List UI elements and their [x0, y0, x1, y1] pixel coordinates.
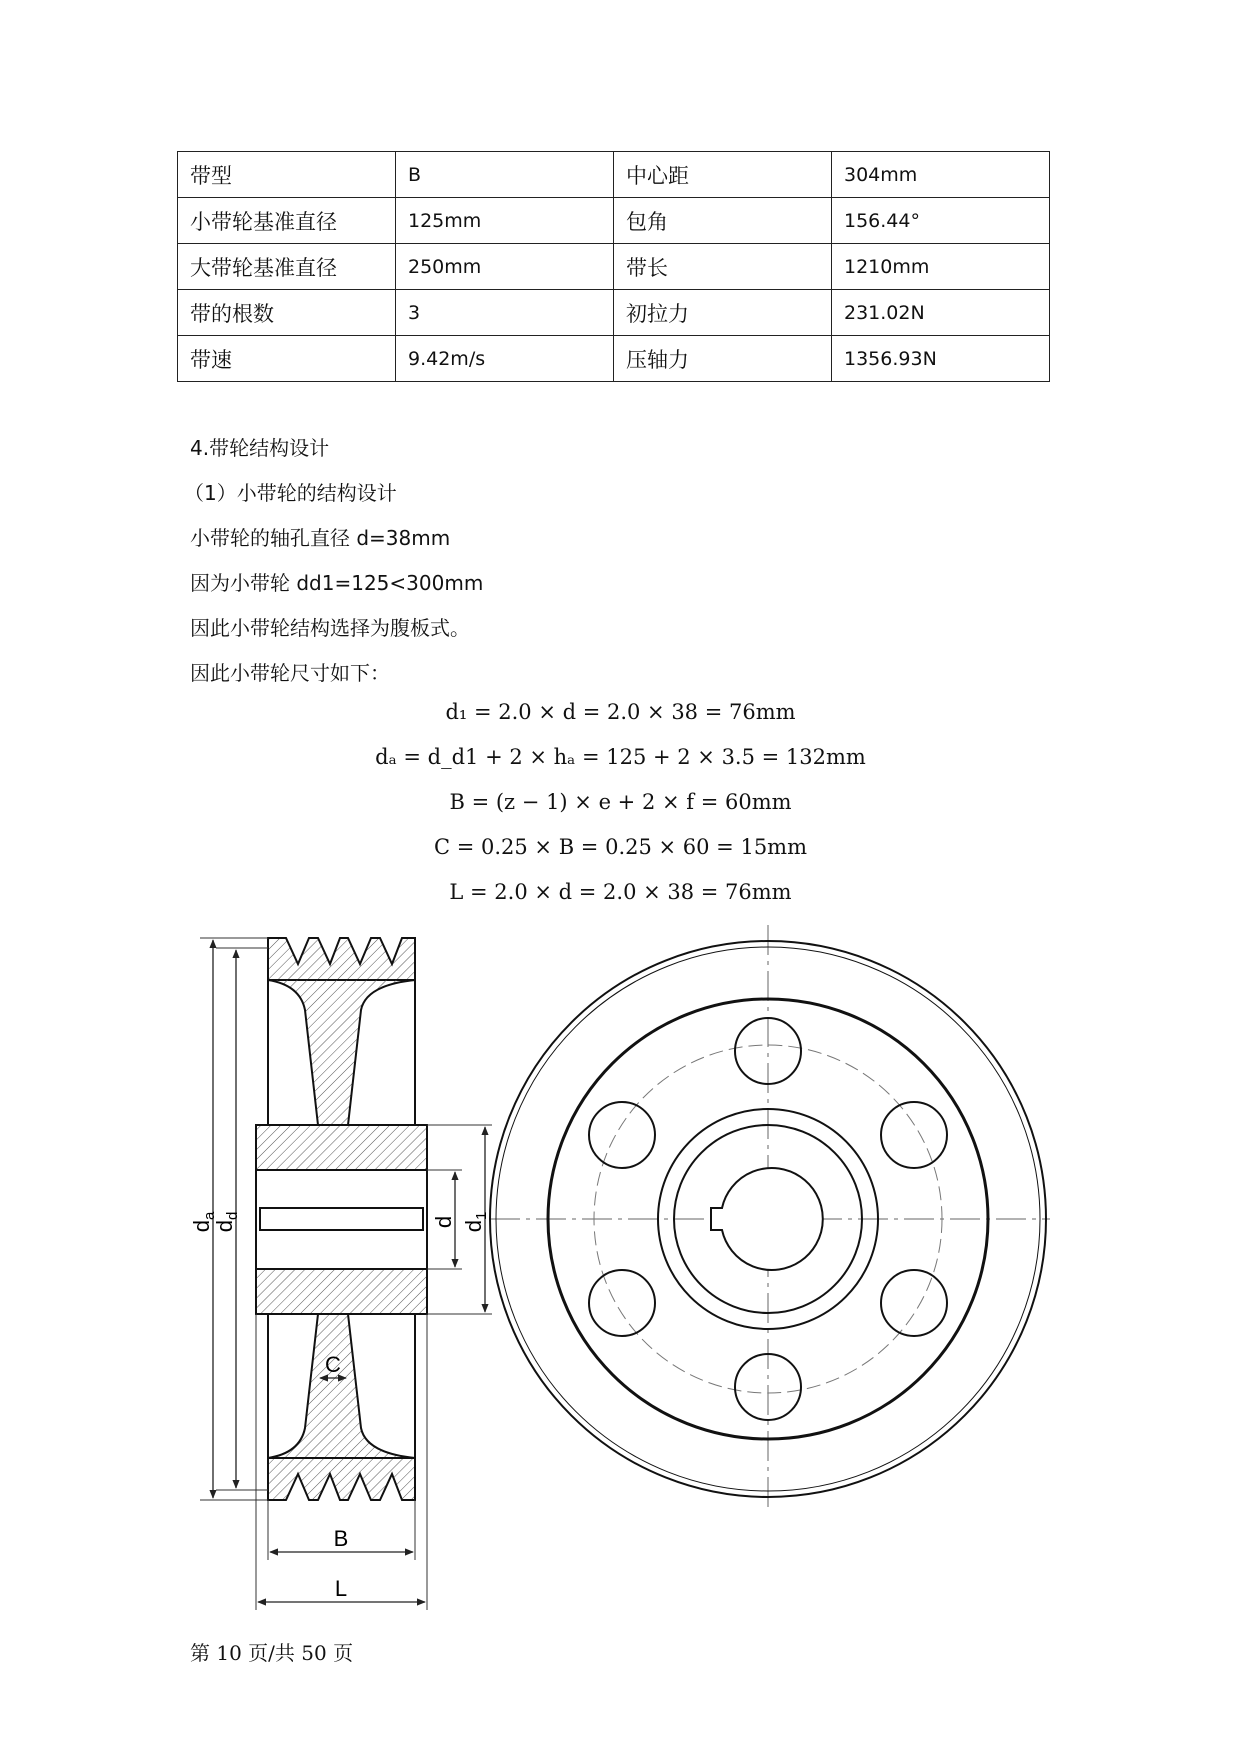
- body-line: 因此小带轮结构选择为腹板式。: [190, 616, 470, 640]
- table-cell: 小带轮基准直径: [178, 198, 396, 244]
- table-cell: 压轴力: [614, 336, 832, 382]
- body-line: 小带轮的轴孔直径 d=38mm: [190, 526, 451, 550]
- table-cell: 156.44°: [832, 198, 1050, 244]
- table-cell: 125mm: [396, 198, 614, 244]
- keyway-line: [260, 1208, 423, 1230]
- label-b: B: [333, 1526, 349, 1551]
- formula-d1: d₁ = 2.0 × d = 2.0 × 38 = 76mm: [445, 700, 796, 724]
- label-l: L: [334, 1576, 348, 1601]
- web-hole: [589, 1102, 655, 1168]
- table-cell: B: [396, 152, 614, 198]
- label-d: d: [431, 1215, 456, 1229]
- hub-upper: [256, 1125, 427, 1170]
- table-cell: 包角: [614, 198, 832, 244]
- table-cell: 初拉力: [614, 290, 832, 336]
- bottom-web: [268, 1314, 415, 1458]
- hub-lower: [256, 1269, 427, 1314]
- formula-b: B = (z − 1) × e + 2 × f = 60mm: [449, 790, 792, 814]
- label-c: C: [325, 1352, 341, 1377]
- body-line: 因为小带轮 dd1=125<300mm: [190, 571, 484, 595]
- pulley-section-view: [189, 938, 492, 1610]
- table-cell: 304mm: [832, 152, 1050, 198]
- page-footer: 第 10 页/共 50 页: [190, 1641, 354, 1665]
- table-cell: 1210mm: [832, 244, 1050, 290]
- table-cell: 9.42m/s: [396, 336, 614, 382]
- web-hole: [881, 1270, 947, 1336]
- table-cell: 231.02N: [832, 290, 1050, 336]
- label-d1: $d_1$: [461, 1211, 490, 1233]
- table-cell: 带速: [178, 336, 396, 382]
- formula-c: C = 0.25 × B = 0.25 × 60 = 15mm: [433, 835, 808, 859]
- table-cell: 250mm: [396, 244, 614, 290]
- table-cell: 大带轮基准直径: [178, 244, 396, 290]
- label-da: $d_a$: [189, 1211, 218, 1233]
- body-line: 因此小带轮尺寸如下：: [190, 661, 390, 685]
- formula-l: L = 2.0 × d = 2.0 × 38 = 76mm: [449, 880, 792, 904]
- top-web: [268, 980, 415, 1125]
- top-rim: [268, 938, 415, 980]
- table-cell: 1356.93N: [832, 336, 1050, 382]
- subsection-heading: （1）小带轮的结构设计: [184, 481, 397, 505]
- bore-with-keyway: [711, 1168, 823, 1270]
- table-cell: 中心距: [614, 152, 832, 198]
- bottom-rim: [268, 1458, 415, 1500]
- table-cell: 带长: [614, 244, 832, 290]
- formula-da: dₐ = d_d1 + 2 × hₐ = 125 + 2 × 3.5 = 132mm: [375, 745, 866, 769]
- label-dd: $d_d$: [212, 1211, 241, 1233]
- web-hole: [589, 1270, 655, 1336]
- section-heading: 4.带轮结构设计: [190, 436, 330, 460]
- pulley-front-view: [490, 925, 1050, 1508]
- table-cell: 带的根数: [178, 290, 396, 336]
- table-cell: 3: [396, 290, 614, 336]
- table-cell: 带型: [178, 152, 396, 198]
- web-hole: [881, 1102, 947, 1168]
